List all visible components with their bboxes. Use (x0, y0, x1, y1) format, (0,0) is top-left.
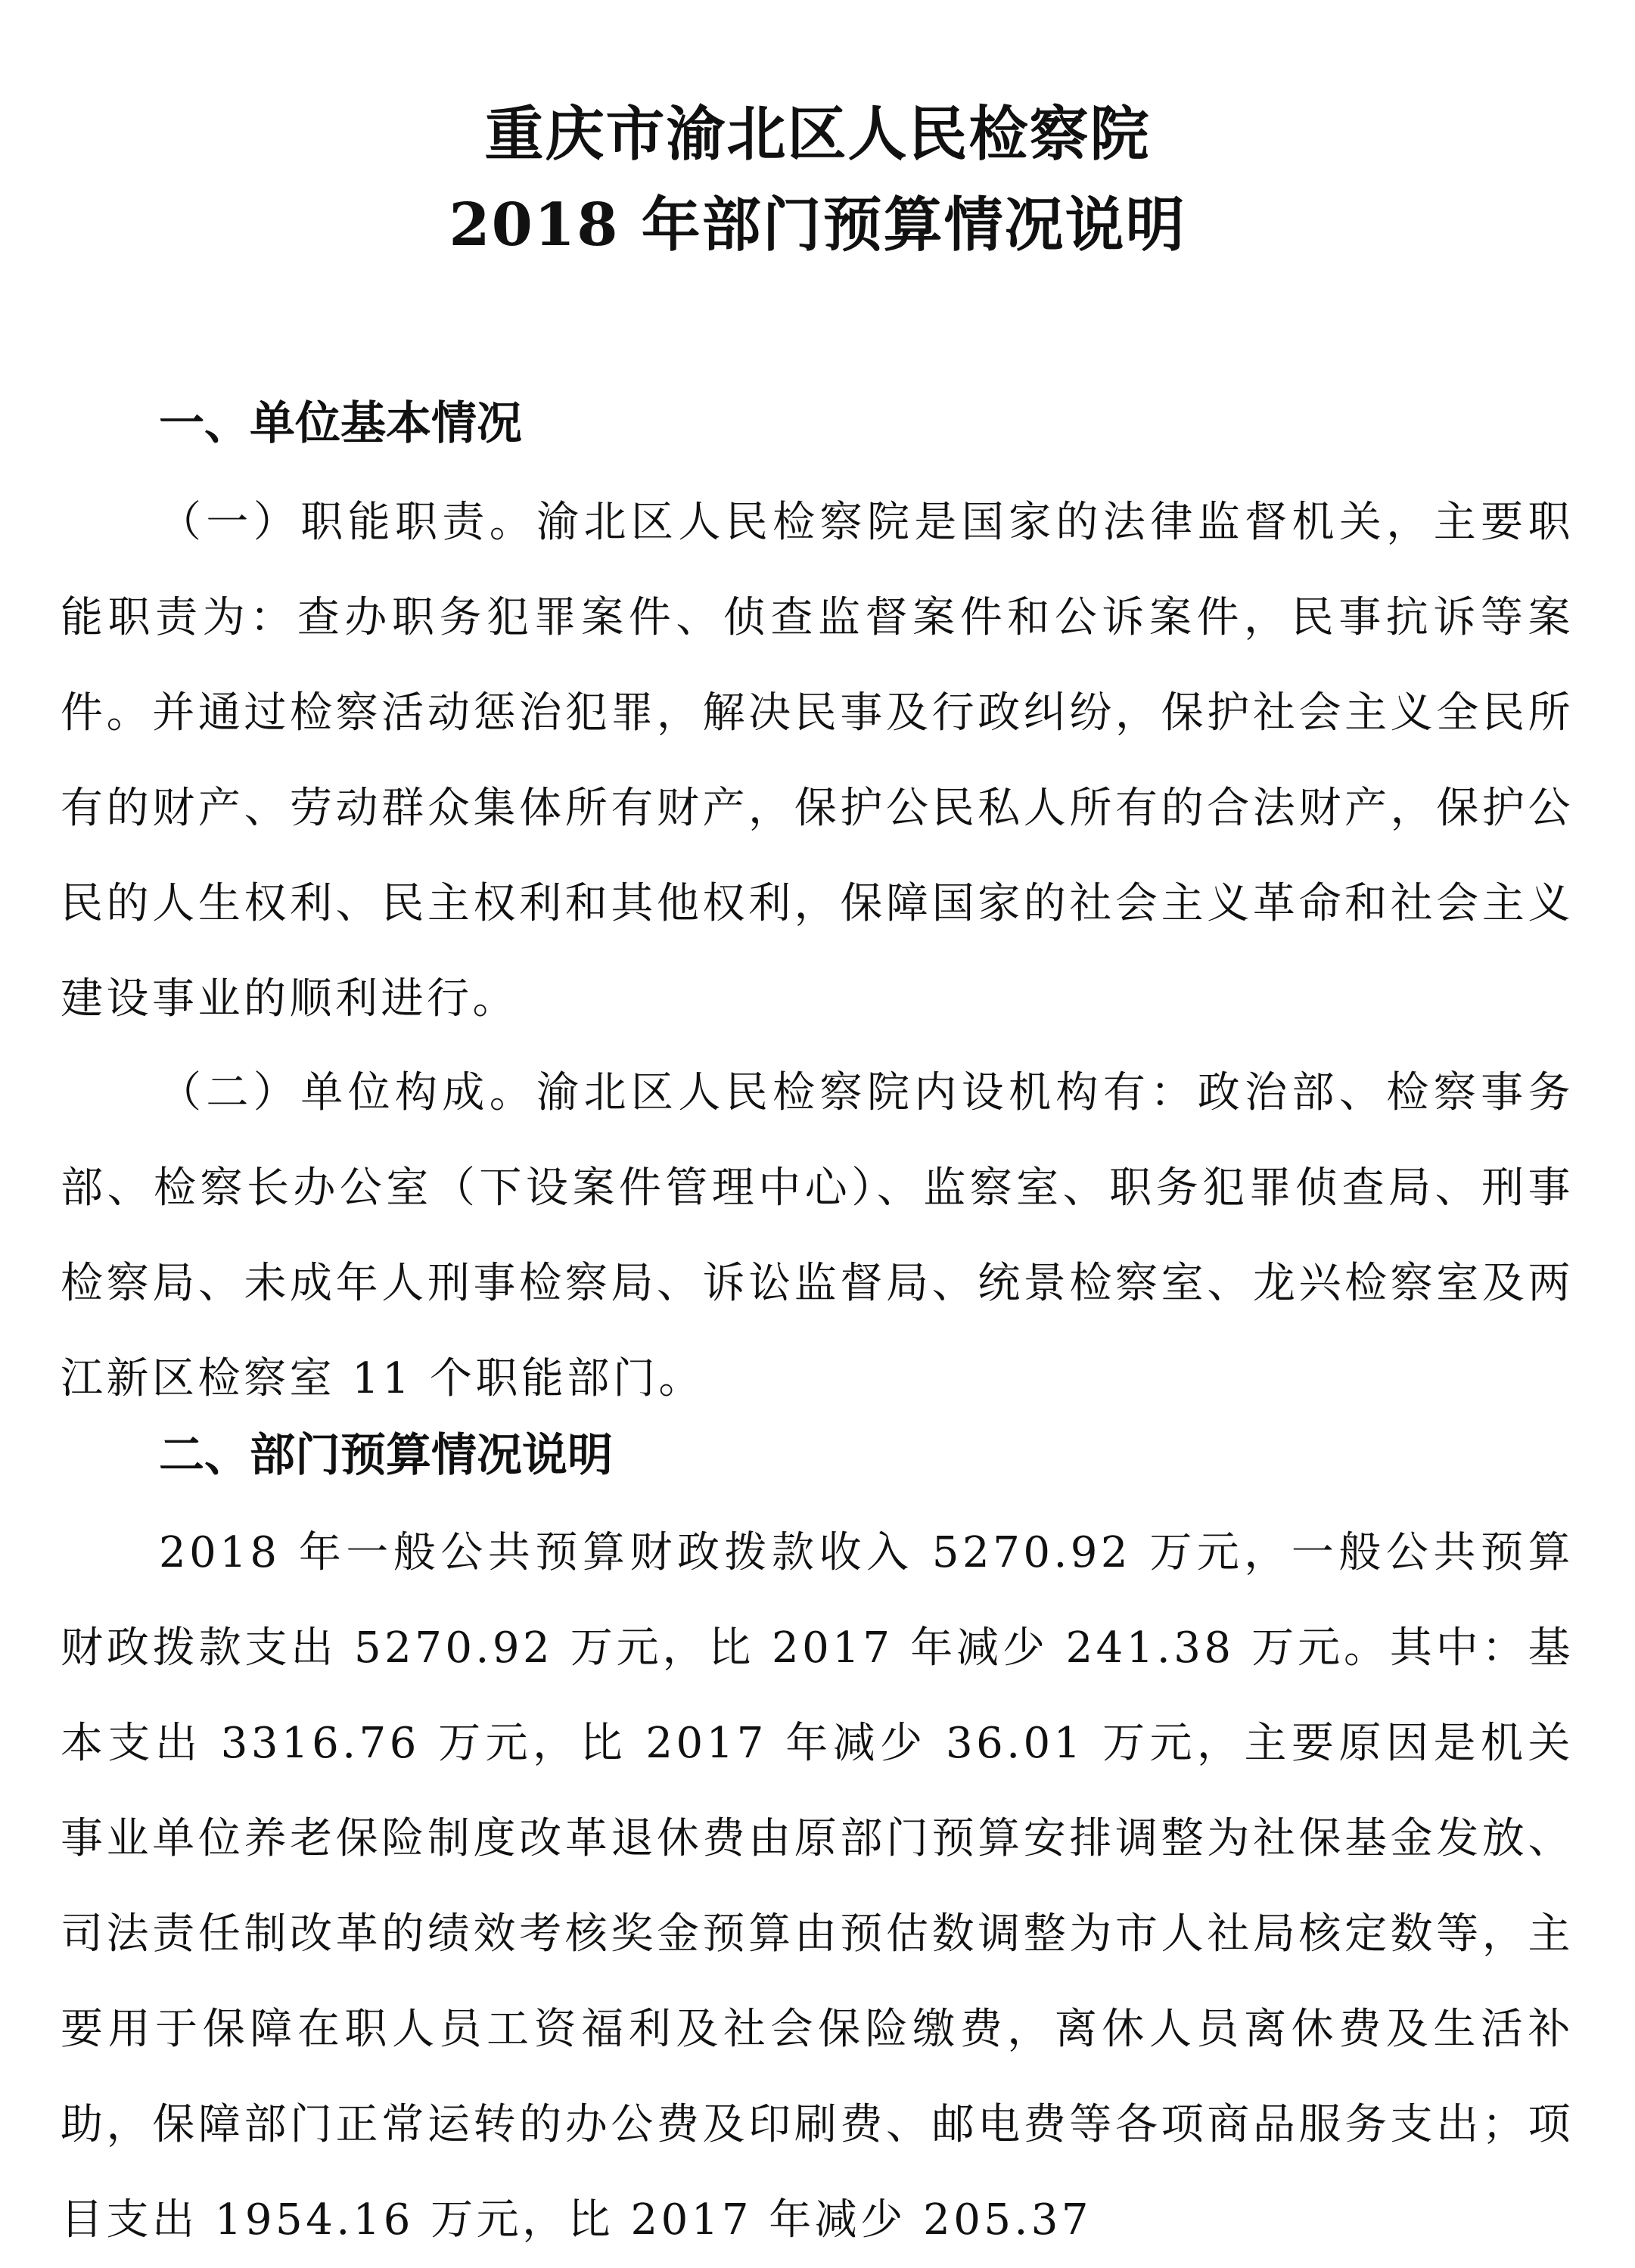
document-title-line1: 重庆市渝北区人民检察院 (484, 101, 1151, 169)
section-heading-basic-info: 一、单位基本情况 (159, 397, 522, 450)
paragraph-functions: （一）职能职责。渝北区人民检察院是国家的法律监督机关，主要职能职责为：查办职务犯罪案件、侦查监督案件和公诉案件，民事抗诉等案件。并通过检察活动惩治犯罪，解决民事及行政纠纷，保护社会主义全民所有的财产、劳动群众集体所有财产，保护公民私人所有的合法财产，保护公民的人生权利、民主权利和其他权利，保障国家的社会主义革命和社会主义建设事业的顺利进行。 (61, 498, 1574, 1024)
document-title-line2: 2018 年部门预算情况说明 (449, 191, 1186, 259)
section-heading-budget: 二、部门预算情况说明 (159, 1429, 613, 1482)
paragraph-budget: 2018 年一般公共预算财政拨款收入 5270.92 万元，一般公共预算财政拨款支出 5270.92 万元，比 2017 年减少 241.38 万元。其中：基本支出 3316.76 万元，比 2017 年减少 36.01 万元，主要原因是机关事业单位养老保险制度改革退休费由原部门预算安排调整为社保基金发放、司法责任制改革的绩效考核奖金预算由预估数调整为市人社局核定数等，主要用于保障在职人员工资福利及社会保险缴费，离休人员离休费及生活补助，保障部门正常运转的办公费及印刷费、邮电费等各项商品服务支出；项目支出 1954.16 万元，比 2017 年减少 205.37 (61, 1528, 1574, 2245)
paragraph-structure: （二）单位构成。渝北区人民检察院内设机构有：政治部、检察事务部、检察长办公室（下设案件管理中心）、监察室、职务犯罪侦查局、刑事检察局、未成年人刑事检察局、诉讼监督局、统景检察室、龙兴检察室及两江新区检察室 11 个职能部门。 (61, 1068, 1574, 1403)
